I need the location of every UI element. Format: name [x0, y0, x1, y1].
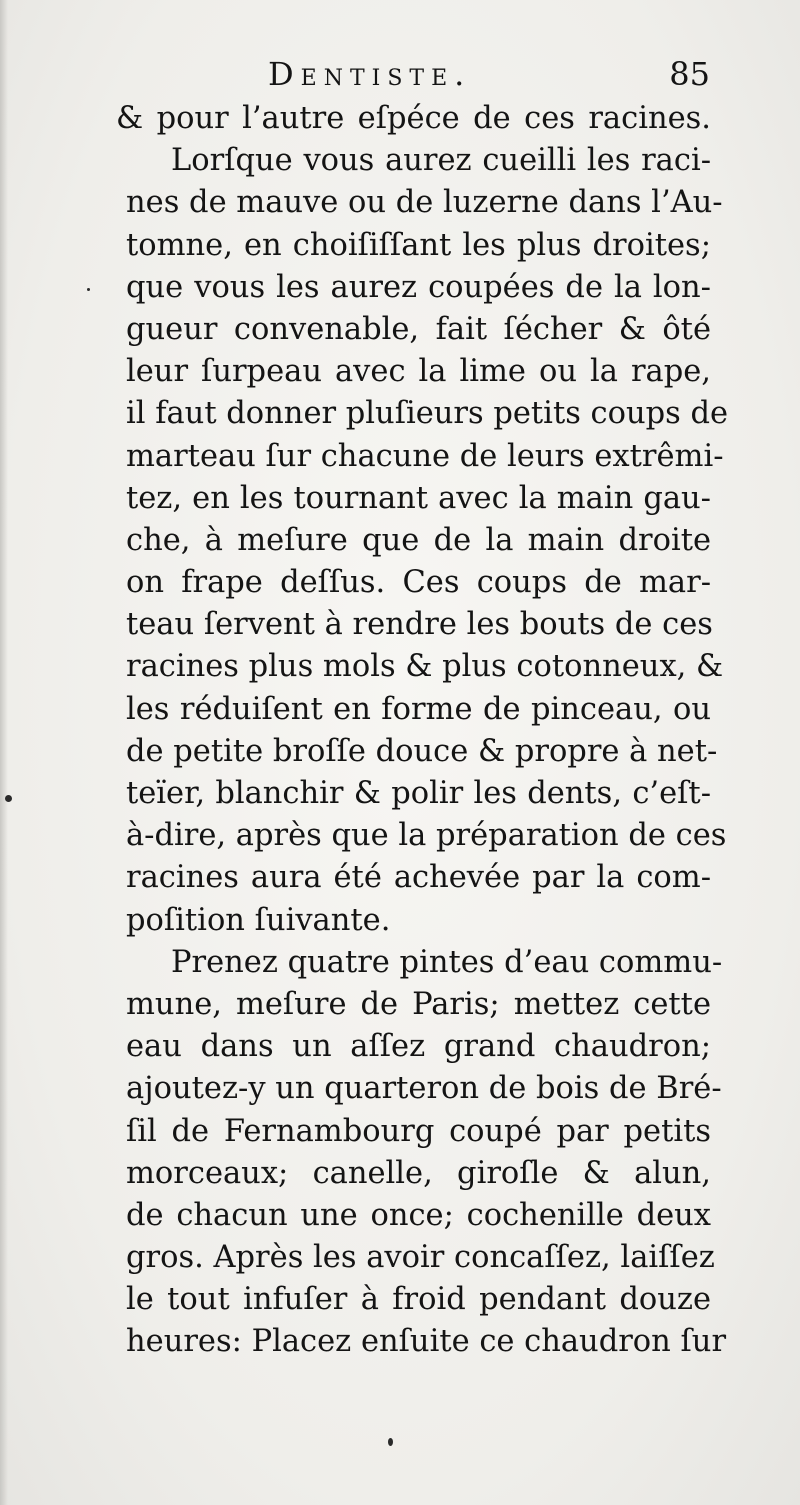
text-line: racines plus mols & plus cotonneux, &	[126, 649, 724, 685]
text-line: eau dans un aſſez grand chaudron;	[126, 1029, 711, 1065]
text-line: racines aura été achevée par la com-	[126, 860, 711, 896]
running-head-title: Dentiste.	[268, 55, 472, 93]
text-line: teau ſervent à rendre les bouts de ces	[126, 607, 713, 643]
text-line: que vous les aurez coupées de la lon-	[126, 269, 711, 305]
text-line: nes de mauve ou de luzerne dans l’Au-	[126, 185, 723, 221]
text-line: morceaux; canelle, giroſle & alun,	[126, 1155, 711, 1191]
text-line: Prenez quatre pintes d’eau commu-	[171, 944, 723, 980]
text-line: ſil de Fernambourg coupé par petits	[126, 1113, 711, 1149]
text-line: ajoutez-y un quarteron de bois de Bré-	[126, 1071, 722, 1107]
text-line: che, à meſure que de la main droite	[126, 522, 711, 558]
text-line: les réduiſent en forme de pinceau, ou	[126, 691, 711, 727]
text-line: tez, en les tournant avec la main gau-	[126, 480, 711, 516]
body-text	[116, 98, 729, 1364]
text-line: le tout infuſer à froid pendant douze	[126, 1282, 711, 1318]
text-line: on frape deſſus. Ces coups de mar-	[126, 565, 711, 601]
text-line: marteau ſur chacune de leurs extrêmi-	[126, 438, 724, 474]
text-line: tomne, en choiſiſſant les plus droites;	[126, 227, 711, 263]
running-head	[0, 52, 800, 96]
text-line: il faut donner pluſieurs petits coups de	[126, 396, 729, 432]
ink-speck	[5, 795, 12, 802]
text-line: leur ſurpeau avec la lime ou la rape,	[126, 354, 711, 390]
ink-speck	[87, 288, 90, 291]
text-line: & pour l’autre eſpéce de ces racines.	[116, 101, 711, 136]
text-line: mune, meſure de Paris; mettez cette	[126, 986, 711, 1022]
text-line: poſition ſuivante.	[126, 902, 391, 938]
text-line: gueur convenable, fait ſécher & ôté	[126, 311, 711, 347]
text-line: Lorſque vous aurez cueilli les raci-	[171, 143, 711, 179]
text-line: teïer, blanchir & polir les dents, c’eſt-	[126, 776, 711, 811]
text-line: gros. Après les avoir concaſſez, laiſſez	[126, 1240, 715, 1276]
text-line: à-dire, après que la préparation de ces	[126, 818, 727, 854]
text-line: de petite broſſe douce & propre à net-	[126, 733, 718, 769]
text-line: de chacun une once; cochenille deux	[126, 1197, 711, 1233]
text-line: heures: Placez enſuite ce chaudron ſur	[126, 1324, 727, 1360]
ink-speck	[388, 1438, 393, 1446]
page-edge-shadow	[0, 0, 8, 1505]
page-number: 85	[669, 55, 710, 93]
